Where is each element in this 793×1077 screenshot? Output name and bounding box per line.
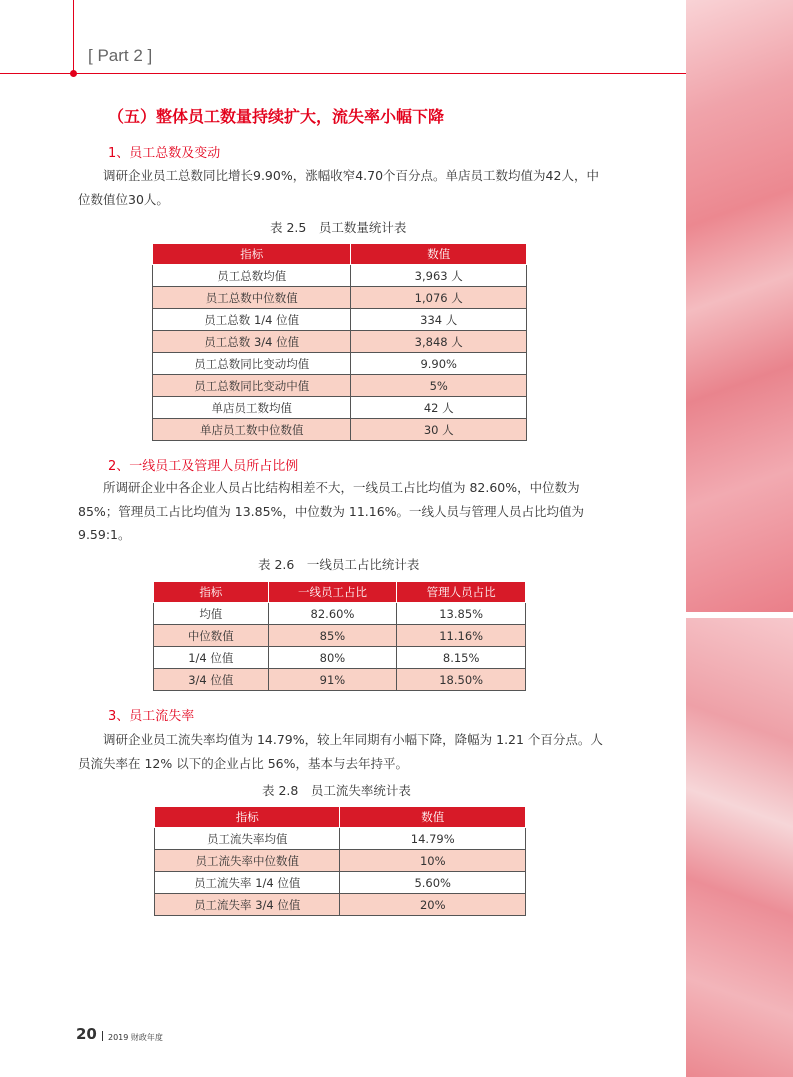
subheading-turnover: 3、员工流失率: [108, 709, 195, 724]
table-row: [155, 872, 526, 894]
cell-value: 13.85%: [397, 603, 526, 625]
cell-label: 员工总数同比变动均值: [153, 353, 351, 375]
table-row: [154, 603, 526, 625]
cell-value: 5.60%: [340, 872, 526, 894]
table-caption-2-6: 表 2.6 一线员工占比统计表: [258, 557, 420, 572]
cell-label: 员工总数同比变动中值: [153, 375, 351, 397]
cell-value: 80%: [268, 647, 397, 669]
column-header: 一线员工占比: [268, 582, 397, 603]
table-header-row: [155, 807, 526, 828]
cell-value: 9.90%: [351, 353, 527, 375]
side-photo-top: [686, 0, 793, 612]
cell-value: 334 人: [351, 309, 527, 331]
table-row: [153, 287, 527, 309]
column-header: 指标: [153, 244, 351, 265]
cell-label: 员工流失率中位数值: [155, 850, 340, 872]
section-title: （五）整体员工数量持续扩大，流失率小幅下降: [108, 107, 445, 126]
cell-value: 30 人: [351, 419, 527, 441]
cell-value: 10%: [340, 850, 526, 872]
table-row: [155, 850, 526, 872]
column-header: 数值: [351, 244, 527, 265]
cell-label: 1/4 位值: [154, 647, 269, 669]
table-row: [153, 419, 527, 441]
cell-label: 员工总数中位数值: [153, 287, 351, 309]
table-row: [153, 353, 527, 375]
cell-value: 82.60%: [268, 603, 397, 625]
table-row: [153, 375, 527, 397]
column-header: 指标: [154, 582, 269, 603]
cell-value: 3,963 人: [351, 265, 527, 287]
cell-label: 员工总数 1/4 位值: [153, 309, 351, 331]
cell-value: 42 人: [351, 397, 527, 419]
table-frontline-ratio: [153, 581, 526, 691]
side-photo-bottom: [686, 618, 793, 1077]
paragraph-employee-total: 调研企业员工总数同比增长9.90%，涨幅收窄4.70个百分点。单店员工数均值为42人，中位数值位30人。: [78, 168, 599, 207]
table-row: [154, 647, 526, 669]
cell-value: 20%: [340, 894, 526, 916]
table-caption-2-5: 表 2.5 员工数量统计表: [270, 220, 407, 235]
table-turnover: [154, 806, 526, 916]
table-header-row: [153, 244, 527, 265]
paragraph-frontline-ratio: 所调研企业中各企业人员占比结构相差不大，一线员工占比均值为 82.60%，中位数为 85%；管理员工占比均值为 13.85%，中位数为 11.16%。一线人员与管理人员占比均值为 9.59:1。: [78, 480, 585, 542]
cell-value: 85%: [268, 625, 397, 647]
subheading-employee-total: 1、员工总数及变动: [108, 146, 221, 161]
table-row: [154, 669, 526, 691]
cell-label: 单店员工数中位数值: [153, 419, 351, 441]
cell-label: 3/4 位值: [154, 669, 269, 691]
subheading-frontline-ratio: 2、一线员工及管理人员所占比例: [108, 459, 299, 474]
cell-value: 91%: [268, 669, 397, 691]
column-header: 指标: [155, 807, 340, 828]
cell-label: 员工流失率 1/4 位值: [155, 872, 340, 894]
column-header: 数值: [340, 807, 526, 828]
page-number: 20: [76, 1025, 97, 1043]
table-row: [153, 265, 527, 287]
table-row: [155, 894, 526, 916]
column-header: 管理人员占比: [397, 582, 526, 603]
cell-value: 1,076 人: [351, 287, 527, 309]
cell-value: 5%: [351, 375, 527, 397]
cell-label: 单店员工数均值: [153, 397, 351, 419]
paragraph-turnover: 调研企业员工流失率均值为 14.79%，较上年同期有小幅下降，降幅为 1.21 个百分点。人员流失率在 12% 以下的企业占比 56%，基本与去年持平。: [78, 732, 603, 771]
cell-value: 8.15%: [397, 647, 526, 669]
cell-label: 员工流失率 3/4 位值: [155, 894, 340, 916]
table-row: [153, 331, 527, 353]
cell-value: 14.79%: [340, 828, 526, 850]
table-row: [154, 625, 526, 647]
footer-text: 2019 财政年度: [108, 1033, 163, 1042]
footer-divider: [102, 1031, 103, 1041]
table-header-row: [154, 582, 526, 603]
table-caption-2-8: 表 2.8 员工流失率统计表: [262, 783, 411, 798]
table-employee-count: [152, 243, 527, 441]
cell-value: 11.16%: [397, 625, 526, 647]
cell-value: 3,848 人: [351, 331, 527, 353]
header-horizontal-rule: [0, 73, 686, 74]
cell-label: 员工总数均值: [153, 265, 351, 287]
cell-value: 18.50%: [397, 669, 526, 691]
header-vertical-rule: [73, 0, 74, 74]
cell-label: 中位数值: [154, 625, 269, 647]
header-dot: [70, 70, 77, 77]
table-row: [155, 828, 526, 850]
table-row: [153, 309, 527, 331]
table-row: [153, 397, 527, 419]
cell-label: 员工流失率均值: [155, 828, 340, 850]
cell-label: 员工总数 3/4 位值: [153, 331, 351, 353]
part-label: [ Part 2 ]: [88, 46, 153, 65]
cell-label: 均值: [154, 603, 269, 625]
